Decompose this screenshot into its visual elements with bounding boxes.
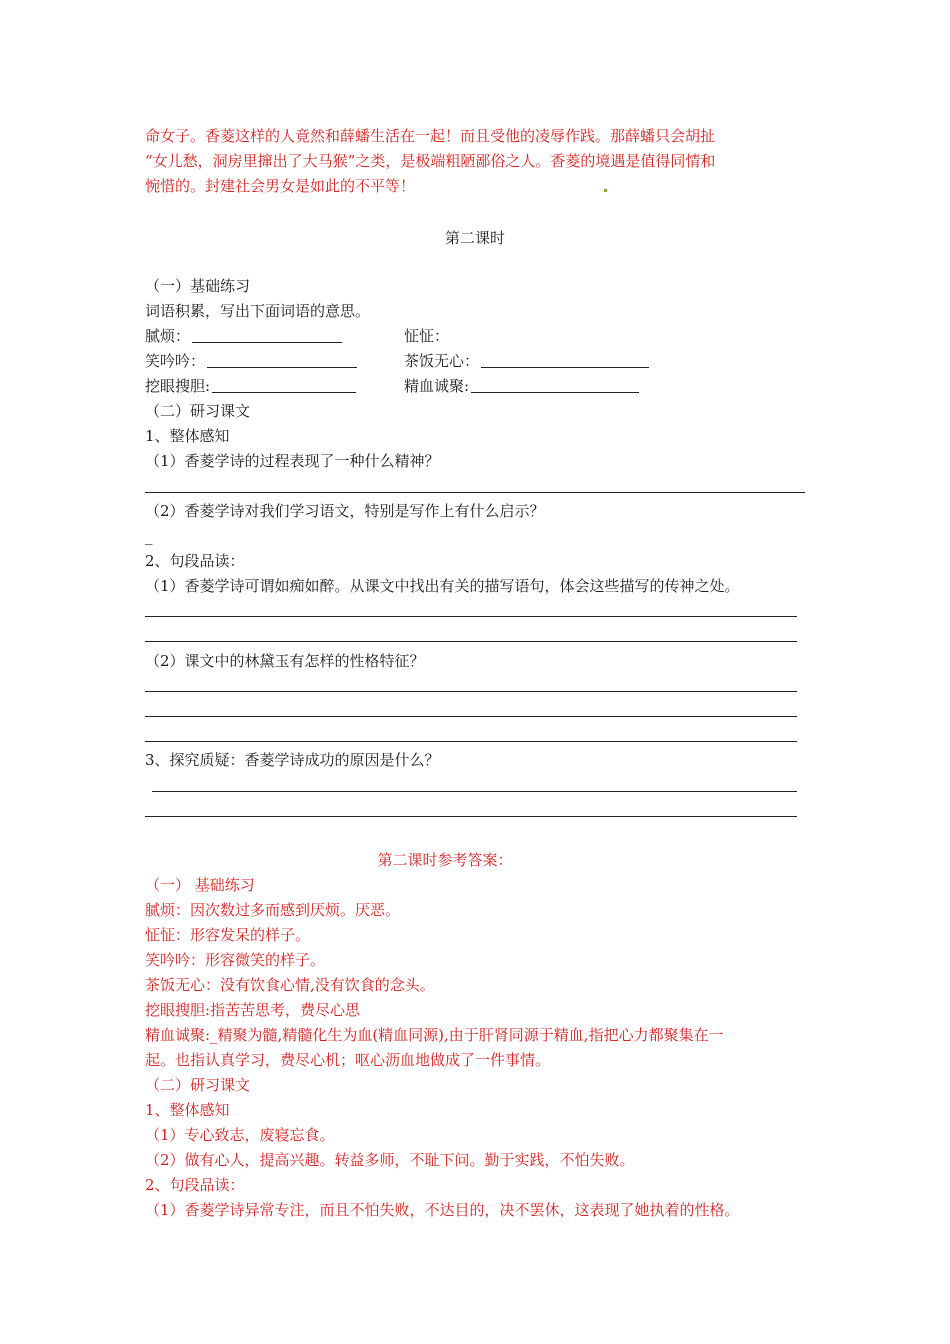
answer-line[interactable] [145, 691, 797, 692]
answer-line[interactable] [145, 616, 797, 617]
answer-line-text: （一） 基础练习 [145, 876, 255, 894]
intro-line-1: 命女子。香菱这样的人竟然和薛蟠生活在一起！而且受他的凌辱作践。那薛蟠只会胡扯 [145, 127, 716, 145]
vocab-row-3 [145, 376, 356, 396]
answer-line-text: 2、句段品读： [145, 1176, 245, 1194]
answer-line-text: 1、整体感知 [145, 1101, 230, 1119]
stray-dot [604, 189, 607, 192]
answer-line[interactable] [145, 816, 797, 817]
part-inquiry: 3、探究质疑：香菱学诗成功的原因是什么？ [145, 751, 440, 769]
answer-line-text: 挖眼搜胆:指苦苦思考，费尽心思 [145, 1001, 361, 1019]
answer-line[interactable] [145, 492, 805, 493]
vocab-row-1 [145, 326, 342, 346]
answer-blank[interactable] [471, 378, 639, 393]
answer-line[interactable] [145, 741, 797, 742]
answer-line[interactable] [145, 641, 797, 642]
section-text-study: （二）研习课文 [145, 402, 251, 420]
vocab-row-3-right [404, 376, 639, 396]
question-2: （2）香菱学诗对我们学习语文，特别是写作上有什么启示？ [145, 502, 545, 520]
vocab-term: 精血诚聚: [404, 377, 470, 395]
vocab-term: 怔怔： [404, 327, 450, 345]
answer-blank[interactable] [212, 378, 356, 393]
answer-blank[interactable] [207, 353, 357, 368]
answer-line-text: 笑吟吟：形容微笑的样子。 [145, 951, 326, 969]
answer-blank[interactable] [192, 328, 342, 343]
question-3: （1）香菱学诗可谓如痴如醉。从课文中找出有关的描写语句，体会这些描写的传神之处。 [145, 577, 740, 595]
part-overall: 1、整体感知 [145, 427, 230, 445]
answer-line-text: （1）专心致志，废寝忘食。 [145, 1126, 335, 1144]
answer-blank[interactable] [481, 353, 649, 368]
lesson-title: 第二课时 [444, 229, 505, 247]
vocab-row-2-right [404, 351, 649, 371]
answer-line[interactable] [152, 791, 797, 792]
answer-line-text: 腻烦：因次数过多而感到厌烦。厌恶。 [145, 901, 401, 919]
answer-line-text: 起。也指认真学习，费尽心机；呕心沥血地做成了一件事情。 [145, 1051, 551, 1069]
section-basic-practice: （一）基础练习 [145, 277, 251, 295]
vocab-term: 腻烦： [145, 327, 191, 345]
answers-title: 第二课时参考答案： [377, 851, 513, 869]
vocab-row-2 [145, 351, 357, 371]
question-2-mark: _ [145, 527, 153, 545]
vocab-instruction: 词语积累，写出下面词语的意思。 [145, 302, 371, 320]
vocab-term: 笑吟吟： [145, 352, 206, 370]
answer-line-text: （二）研习课文 [145, 1076, 251, 1094]
answer-line-text: 茶饭无心：没有饮食心情,没有饮食的念头。 [145, 976, 435, 994]
answer-line[interactable] [145, 716, 797, 717]
vocab-term: 挖眼搜胆: [145, 377, 211, 395]
answer-line-text: （2）做有心人，提高兴趣。转益多师，不耻下问。勤于实践，不怕失败。 [145, 1151, 635, 1169]
answer-line-text: （1）香菱学诗异常专注，而且不怕失败，不达目的，决不罢休，这表现了她执着的性格。 [145, 1201, 740, 1219]
answer-line-text: 怔怔：形容发呆的样子。 [145, 926, 311, 944]
question-4: （2）课文中的林黛玉有怎样的性格特征？ [145, 652, 425, 670]
intro-line-3: 惋惜的。封建社会男女是如此的不平等！ [145, 177, 416, 195]
answer-line-text: 精血诚聚:_精聚为髓,精髓化生为血(精血同源),由于肝肾同源于精血,指把心力都聚集在一 [145, 1026, 724, 1044]
vocab-term: 茶饭无心： [404, 352, 480, 370]
intro-line-2: “女儿愁，洞房里撺出了大马猴”之类，是极端粗陋鄙俗之人。香菱的境遇是值得同情和 [145, 152, 716, 170]
part-close-reading: 2、句段品读： [145, 552, 245, 570]
question-1: （1）香菱学诗的过程表现了一种什么精神？ [145, 452, 440, 470]
vocab-row-1-right [404, 326, 449, 346]
